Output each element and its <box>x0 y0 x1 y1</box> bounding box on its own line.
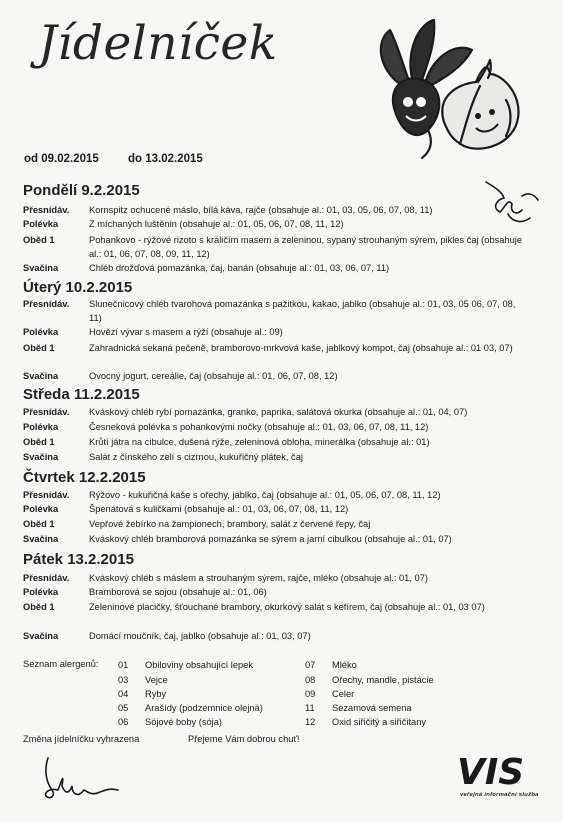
meal-label: Přesnídáv. <box>23 573 70 583</box>
allergen-name: Sójové boby (sója) <box>145 717 222 727</box>
allergen-number: 05 <box>118 703 129 713</box>
meal-label: Svačina <box>23 631 59 641</box>
allergen-number: 06 <box>118 717 129 727</box>
allergen-number: 01 <box>118 660 129 670</box>
vegetables-illustration <box>372 12 532 162</box>
allergen-number: 07 <box>305 660 316 670</box>
vis-logo-text: VIS <box>457 752 525 793</box>
meal-label: Oběd 1 <box>23 437 55 447</box>
allergen-name: Obiloviny obsahující lepek <box>145 660 254 670</box>
meal-text: Vepřové žebírko na žampionech, brambory, salát z červené řepy, čaj <box>89 519 371 529</box>
day-title: Pátek 13.2.2015 <box>23 551 134 568</box>
menu-change-note: Změna jídelníčku vyhrazena <box>23 734 140 744</box>
meal-label: Polévka <box>23 422 59 432</box>
meal-text: Zahradnická sekaná pečeně, bramborovo-mrkvová kaše, jablkový kompot, čaj (obsahuje al.: 01 03, 07) <box>89 343 513 353</box>
allergen-number: 11 <box>305 703 315 713</box>
vis-tagline: veřejná informační služba <box>460 792 539 798</box>
meal-label: Přesnídáv. <box>23 299 70 309</box>
meal-text: Kváskový chléb bramborová pomazánka se sýrem a jarní cibulkou (obsahuje al.: 01, 07) <box>89 534 452 544</box>
meal-label: Oběd 1 <box>23 343 55 353</box>
meal-label: Oběd 1 <box>23 519 55 529</box>
allergen-number: 12 <box>305 717 316 727</box>
allergen-heading: Seznam alergenů: <box>23 659 99 669</box>
meal-label: Polévka <box>23 587 59 597</box>
allergen-name: Arašídy (podzemnice olejná) <box>145 703 263 713</box>
meal-label: Oběd 1 <box>23 602 55 612</box>
vis-logo <box>455 746 547 794</box>
meal-text: Česneková polévka s pohankovými nočky (obsahuje al.: 01, 03, 06, 07, 08, 11, 12) <box>89 422 429 432</box>
meal-text: Chléb drožďová pomazánka, čaj, banán (obsahuje al.: 01, 03, 06, 07, 11) <box>89 263 390 273</box>
meal-label: Oběd 1 <box>23 235 55 245</box>
allergen-name: Vejce <box>145 675 168 685</box>
allergen-number: 08 <box>305 675 316 685</box>
meal-text: Krůtí játra na cibulce, dušená rýže, zeleninová obloha, minerálka (obsahuje al.: 01) <box>89 437 430 447</box>
meal-label: Svačina <box>23 371 59 381</box>
allergen-name: Celer <box>332 689 355 699</box>
meal-text: Domácí moučník, čaj, jablko (obsahuje al.: 01, 03, 07) <box>89 631 311 641</box>
meal-text: Kornspitz ochucené máslo, bílá káva, rajče (obsahuje al.: 01, 03, 05, 06, 07, 08, 11) <box>89 205 433 215</box>
meal-text: Slunečnicový chléb tvarohová pomazánka s pažitkou, kakao, jablko (obsahuje al.: 01, 03, 05 06, 07, 08, 11) <box>89 299 516 323</box>
meal-label: Polévka <box>23 219 59 229</box>
period-from: od 09.02.2015 <box>24 153 99 165</box>
meal-label: Přesnídáv. <box>23 490 70 500</box>
meal-label: Svačina <box>23 534 59 544</box>
meal-text: Rýžovo - kukuřičná kaše s ořechy, jablko, čaj (obsahuje al.: 01, 05, 06, 07, 08, 11, 12) <box>89 490 441 500</box>
meal-text: Špenátová s kuličkami (obsahuje al.: 01, 03, 06, 07, 08, 11, 12) <box>89 504 349 514</box>
meal-text: Hovězí vývar s masem a rýží (obsahuje al.: 09) <box>89 327 283 337</box>
signature <box>36 752 126 808</box>
meal-text: Kváskový chléb s máslem a strouhaným sýrem, rajče, mléko (obsahuje al.: 01, 07) <box>89 573 428 583</box>
meal-label: Přesnídáv. <box>23 407 70 417</box>
allergen-number: 04 <box>118 689 129 699</box>
page-title: Jídelníček <box>38 16 278 71</box>
meal-label: Svačina <box>23 452 59 462</box>
allergen-number: 09 <box>305 689 316 699</box>
day-title: Čtvrtek 12.2.2015 <box>23 469 146 486</box>
allergen-name: Oxid siřičitý a siřičitany <box>332 717 427 727</box>
period-to: do 13.02.2015 <box>128 153 203 165</box>
day-title: Středa 11.2.2015 <box>23 386 140 403</box>
allergen-name: Mléko <box>332 660 357 670</box>
meal-label: Přesnídáv. <box>23 205 70 215</box>
meal-text: Zeleninové placičky, šťouchané brambory, okurkový salát s kefírem, čaj (obsahuje al.: 01, 03 07) <box>89 602 485 612</box>
allergen-name: Ryby <box>145 689 167 699</box>
meal-label: Polévka <box>23 327 59 337</box>
meal-label: Svačina <box>23 263 59 273</box>
allergen-name: Ořechy, mandle, pistácie <box>332 675 434 685</box>
day-title: Pondělí 9.2.2015 <box>23 182 140 199</box>
allergen-number: 03 <box>118 675 129 685</box>
allergen-name: Sezamová semena <box>332 703 412 713</box>
day-title: Úterý 10.2.2015 <box>23 279 133 296</box>
meal-text: Kváskový chléb rybí pomazánka, granko, paprika, salátová okurka (obsahuje al.: 01, 04, 07) <box>89 407 468 417</box>
meal-text: Ovocný jogurt, cereálie, čaj (obsahuje al.: 01, 06, 07, 08, 12) <box>89 371 338 381</box>
meal-text: Pohankovo - rýžové rizoto s králičím masem a zeleninou, sypaný strouhaným sýrem, pikles čaj (obsahuje al.: 01, 06, 07, 08, 09, 11, 12) <box>89 235 523 259</box>
meal-text: Bramborová se sojou (obsahuje al.: 01, 06) <box>89 587 267 597</box>
meal-text: Z míchaných luštěnin (obsahuje al.: 01, 05, 06, 07, 08, 11, 12) <box>89 219 344 229</box>
meal-label: Polévka <box>23 504 59 514</box>
meal-text: Salát z čínského zelí s cizrnou, kukuřičný plátek, čaj <box>89 452 303 462</box>
bon-appetit-note: Přejeme Vám dobrou chuť! <box>188 734 300 744</box>
